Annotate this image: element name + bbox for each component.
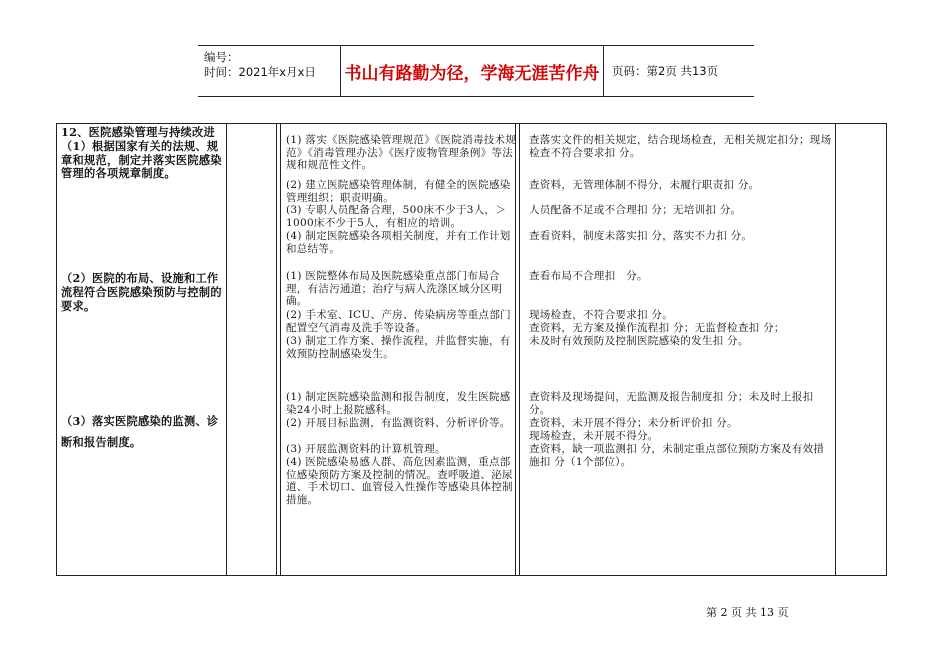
check-1-2: 查资料，无管理体制不得分，未履行职责扣 分。: [529, 179, 760, 191]
standard-3-2: (2) 开展目标监测，有监测资料、分析评价等。: [286, 417, 511, 429]
checks-column: [520, 124, 836, 576]
category-item-1: （1）根据国家有关的法规、规章和规范，制定并落实医院感染管理的各项规章制度。: [61, 138, 222, 181]
check-2-4: 未及时有效预防及控制医院感染的发生扣 分。: [529, 335, 749, 347]
category-item-3: （3）落实医院感染的监测、诊断和报告制度。: [61, 414, 219, 449]
header-meta: [198, 46, 341, 96]
check-2-3: 查资料，无方案及操作流程扣 分；无监督检查扣 分；: [529, 322, 785, 334]
page-footer: 第 2 页 共 13 页: [706, 606, 789, 619]
standard-3-3: (3) 开展监测资料的计算机管理。: [286, 443, 446, 455]
category-title: 12、医院感染管理与持续改进 （1）根据国家有关的法规、规章和规范，制定并落实医院感染管理的各项规章制度。: [61, 126, 225, 181]
divider: [280, 124, 281, 575]
check-1-1: 查落实文件的相关规定，结合现场检查，无相关规定扣分；现场检查不符合要求扣 分。: [529, 134, 832, 159]
category-column: [57, 124, 227, 576]
check-3-2: 查资料，未开展不得分；未分析评价扣 分。: [529, 417, 738, 429]
check-2-2: 现场检查，不符合要求扣 分。: [529, 309, 674, 321]
score-column: [227, 124, 277, 576]
standard-2-3: (3) 制定工作方案、操作流程，并监督实施，有效预防控制感染发生。: [286, 335, 511, 360]
standard-1-2: (2) 建立医院感染管理体制，有健全的医院感染管理组织；职责明确。: [286, 179, 511, 204]
standard-1-3: (3) 专职人员配备合理，500床不少于3人，＞1000床不少于5人，有相应的培训。: [286, 204, 507, 229]
check-2-1: 查看布局不合理扣 分。: [529, 270, 648, 282]
check-1-3: 人员配备不足或不合理扣 分；无培训扣 分。: [529, 204, 742, 216]
code-label: 编号：: [204, 50, 239, 64]
standard-1-1: (1) 落实《医院感染管理规范》《医院消毒技术规范》《消毒管理办法》《医疗废物管理条例》等法规和规范性文件。: [286, 134, 517, 171]
category-item-2: （2）医院的布局、设施和工作流程符合医院感染预防与控制的要求。: [61, 271, 222, 313]
check-3-4: 查资料，缺一项监测扣 分，未制定重点部位预防方案及有效措施扣 分（1个部位）。: [529, 443, 825, 468]
time-label: 时间：2021年x月x日: [204, 65, 316, 79]
header-page-label: 页码：第2页 共13页: [612, 64, 719, 78]
remarks-column: [836, 124, 887, 576]
check-3-3: 现场检查，未开展不得分。: [529, 430, 659, 442]
standard-1-4: (4) 制定医院感染各项相关制度，并有工作计划和总结等。: [286, 230, 511, 255]
check-1-4: 查看资料，制度未落实扣 分，落实不力扣 分。: [529, 230, 753, 242]
standard-3-4: (4) 医院感染易感人群、高危因素监测，重点部位感染预防方案及控制的情况。查呼吸道、泌尿道、手术切口、血管侵入性操作等感染具体控制措施。: [286, 456, 513, 506]
check-3-1: 查资料及现场提问，无监测及报告制度扣 分；未及时上报扣 分。: [529, 391, 814, 416]
page-header: [198, 45, 754, 97]
standards-column: [277, 124, 520, 576]
standard-3-1: (1) 制定医院感染监测和报告制度，发生医院感染24小时上报院感科。: [286, 391, 511, 416]
evaluation-table: [56, 123, 887, 576]
header-motto: 书山有路勤为径，学海无涯苦作舟: [341, 46, 604, 96]
standard-2-2: (2) 手术室、ICU、产房、传染病房等重点部门配置空气消毒及洗手等设备。: [286, 309, 511, 334]
standard-2-1: (1) 医院整体布局及医院感染重点部门布局合理，有洁污通道；治疗与病人洗涤区域分区明确。: [286, 270, 502, 307]
